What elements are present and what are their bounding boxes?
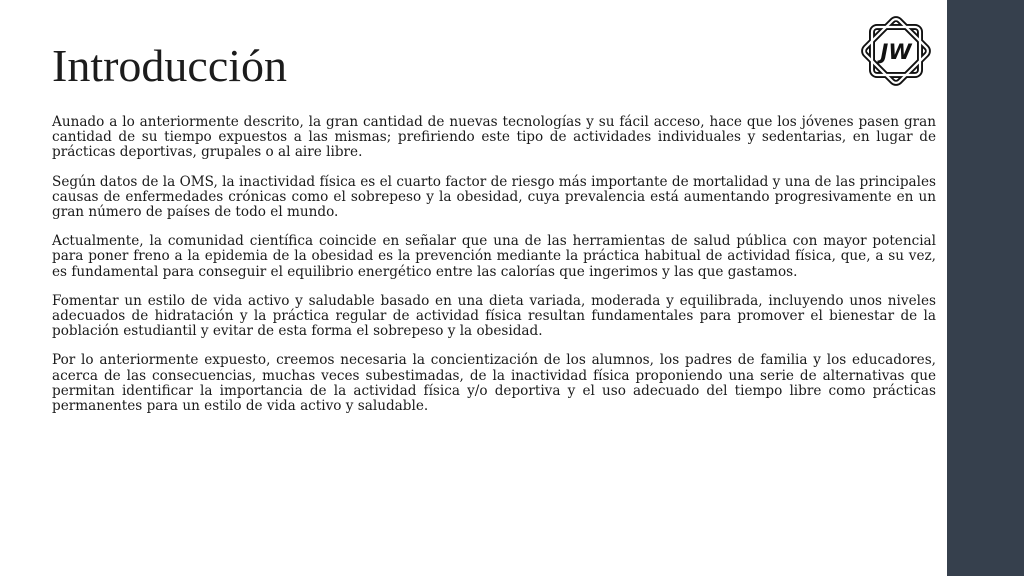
- paragraph: Por lo anteriormente expuesto, creemos necesaria la concientización de los alumnos, los padres de familia y los educadores, acerca de las consecuencias, muchas veces subestimadas, de la inactividad física proponiendo una serie de alternativas que permitan identificar la importancia de la actividad física y/o deportiva y el uso adecuado del tiempo libre como prácticas permanentes para un estilo de vida activo y saludable.: [52, 352, 936, 415]
- accent-sidebar: [947, 0, 1024, 576]
- body-text: [52, 115, 936, 428]
- paragraph: Según datos de la OMS, la inactividad física es el cuarto factor de riesgo más importante de mortalidad y una de las principales causas de enfermedades crónicas como el sobrepeso y la obesidad, cuya prevalencia está aumentando progresivamente en un gran número de países de todo el mundo.: [52, 173, 936, 221]
- jw-monogram-icon: [855, 10, 937, 92]
- paragraph: Actualmente, la comunidad científica coincide en señalar que una de las herramientas de salud pública con mayor potencial para poner freno a la epidemia de la obesidad es la prevención mediante la práctica habitual de actividad física, que, a su vez, es fundamental para conseguir el equilibrio energético entre las calorías que ingerimos y las que gastamos.: [52, 233, 936, 280]
- paragraph: Fomentar un estilo de vida activo y saludable basado en una dieta variada, moderada y equilibrada, incluyendo unos niveles adecuados de hidratación y la práctica regular de actividad física resultan fundamentales para promover el bienestar de la población estudiantil y evitar de esta forma el sobrepeso y la obesidad.: [52, 292, 936, 340]
- logo-graphic: [855, 10, 937, 92]
- logo-text: JW: [880, 40, 912, 64]
- page-title: Introducción: [52, 40, 288, 91]
- paragraph: Aunado a lo anteriormente descrito, la gran cantidad de nuevas tecnologías y su fácil acceso, hace que los jóvenes pasen gran cantidad de su tiempo expuestos a las mismas; prefiriendo este tipo de actividades individuales y sedentarias, en lugar de prácticas deportivas, grupales o al aire libre.: [52, 114, 936, 161]
